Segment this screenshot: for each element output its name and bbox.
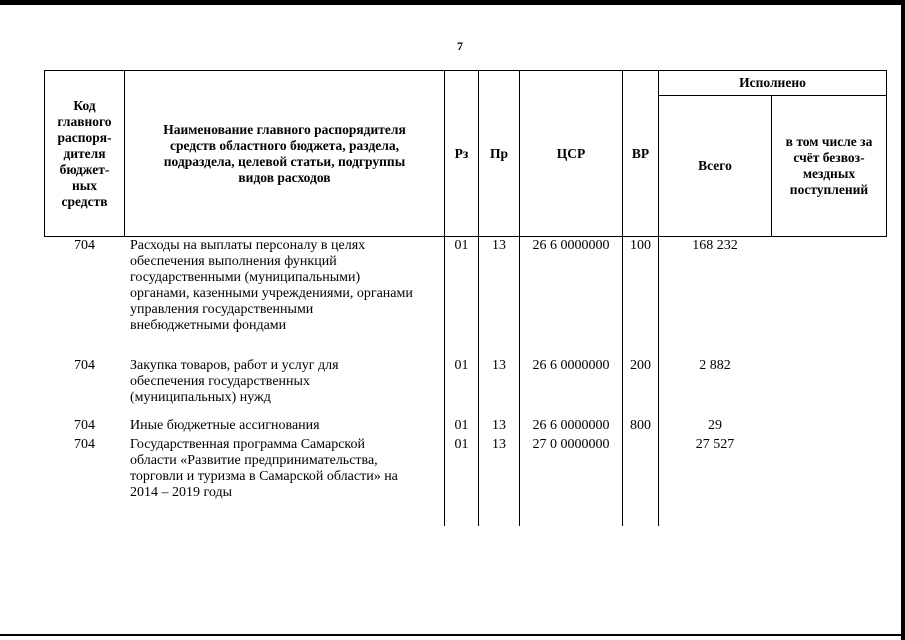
row-total: 168 232 bbox=[692, 238, 738, 253]
row-rz: 01 bbox=[454, 418, 469, 433]
row-name: Иные бюджетные ассигнования bbox=[130, 418, 320, 433]
row-vr: 100 bbox=[630, 238, 651, 253]
body-col-border-vr bbox=[658, 236, 659, 526]
body-col-border-name bbox=[444, 236, 445, 526]
row-code: 704 bbox=[74, 437, 95, 452]
header-name: Наименование главного распорядителя средств областного бюджета, раздела, подраздела, целевой статьи, подгруппы видов расходов bbox=[163, 121, 406, 185]
row-name: Расходы на выплаты персоналу в целях обеспечения выполнения функций государственными (муниципальными) органами, казенными учреждениями, органами управления государственными внебюджетными фондами bbox=[130, 238, 413, 333]
row-total: 29 bbox=[708, 418, 722, 433]
scan-right-edge bbox=[901, 0, 905, 640]
row-code: 704 bbox=[74, 238, 95, 253]
row-rz: 01 bbox=[454, 437, 469, 452]
row-pr: 13 bbox=[492, 418, 506, 433]
header-bottom-border bbox=[44, 236, 887, 237]
body-col-border-csr bbox=[622, 236, 623, 526]
header-executed: Исполнено bbox=[739, 75, 806, 90]
row-code: 704 bbox=[74, 358, 95, 373]
row-rz: 01 bbox=[454, 358, 469, 373]
header-free-receipts: в том числе за счёт безвоз- мездных поступлений bbox=[785, 134, 873, 197]
row-pr: 13 bbox=[492, 358, 506, 373]
row-rz: 01 bbox=[454, 238, 469, 253]
header-code: Код главного распоря- дителя бюджет- ных средств bbox=[57, 97, 112, 209]
row-total: 2 882 bbox=[699, 358, 731, 373]
page-number: 7 bbox=[457, 39, 463, 53]
scan-top-edge bbox=[0, 0, 905, 5]
row-name: Закупка товаров, работ и услуг для обеспечения государственных (муниципальных) нужд bbox=[130, 358, 339, 405]
body-col-border-pr bbox=[519, 236, 520, 526]
header-rz: Рз bbox=[454, 145, 469, 161]
body-col-border-rz bbox=[478, 236, 479, 526]
row-csr: 26 6 0000000 bbox=[532, 238, 610, 253]
row-csr: 26 6 0000000 bbox=[532, 418, 610, 433]
row-pr: 13 bbox=[492, 437, 506, 452]
row-vr: 800 bbox=[630, 418, 651, 433]
header-csr: ЦСР bbox=[556, 145, 586, 161]
row-vr: 200 bbox=[630, 358, 651, 373]
header-vr: ВР bbox=[631, 145, 650, 161]
row-csr: 27 0 0000000 bbox=[532, 437, 610, 452]
row-pr: 13 bbox=[492, 238, 506, 253]
row-csr: 26 6 0000000 bbox=[532, 358, 610, 373]
row-name: Государственная программа Самарской области «Развитие предпринимательства, торговли и туризма в Самарской области» на 2014 – 2019 годы bbox=[130, 437, 398, 500]
header-total: Всего bbox=[698, 158, 732, 173]
row-code: 704 bbox=[74, 418, 95, 433]
header-pr: Пр bbox=[489, 145, 508, 161]
row-total: 27 527 bbox=[695, 437, 735, 452]
col-border-right bbox=[886, 70, 887, 237]
scan-bottom-edge bbox=[0, 634, 905, 636]
